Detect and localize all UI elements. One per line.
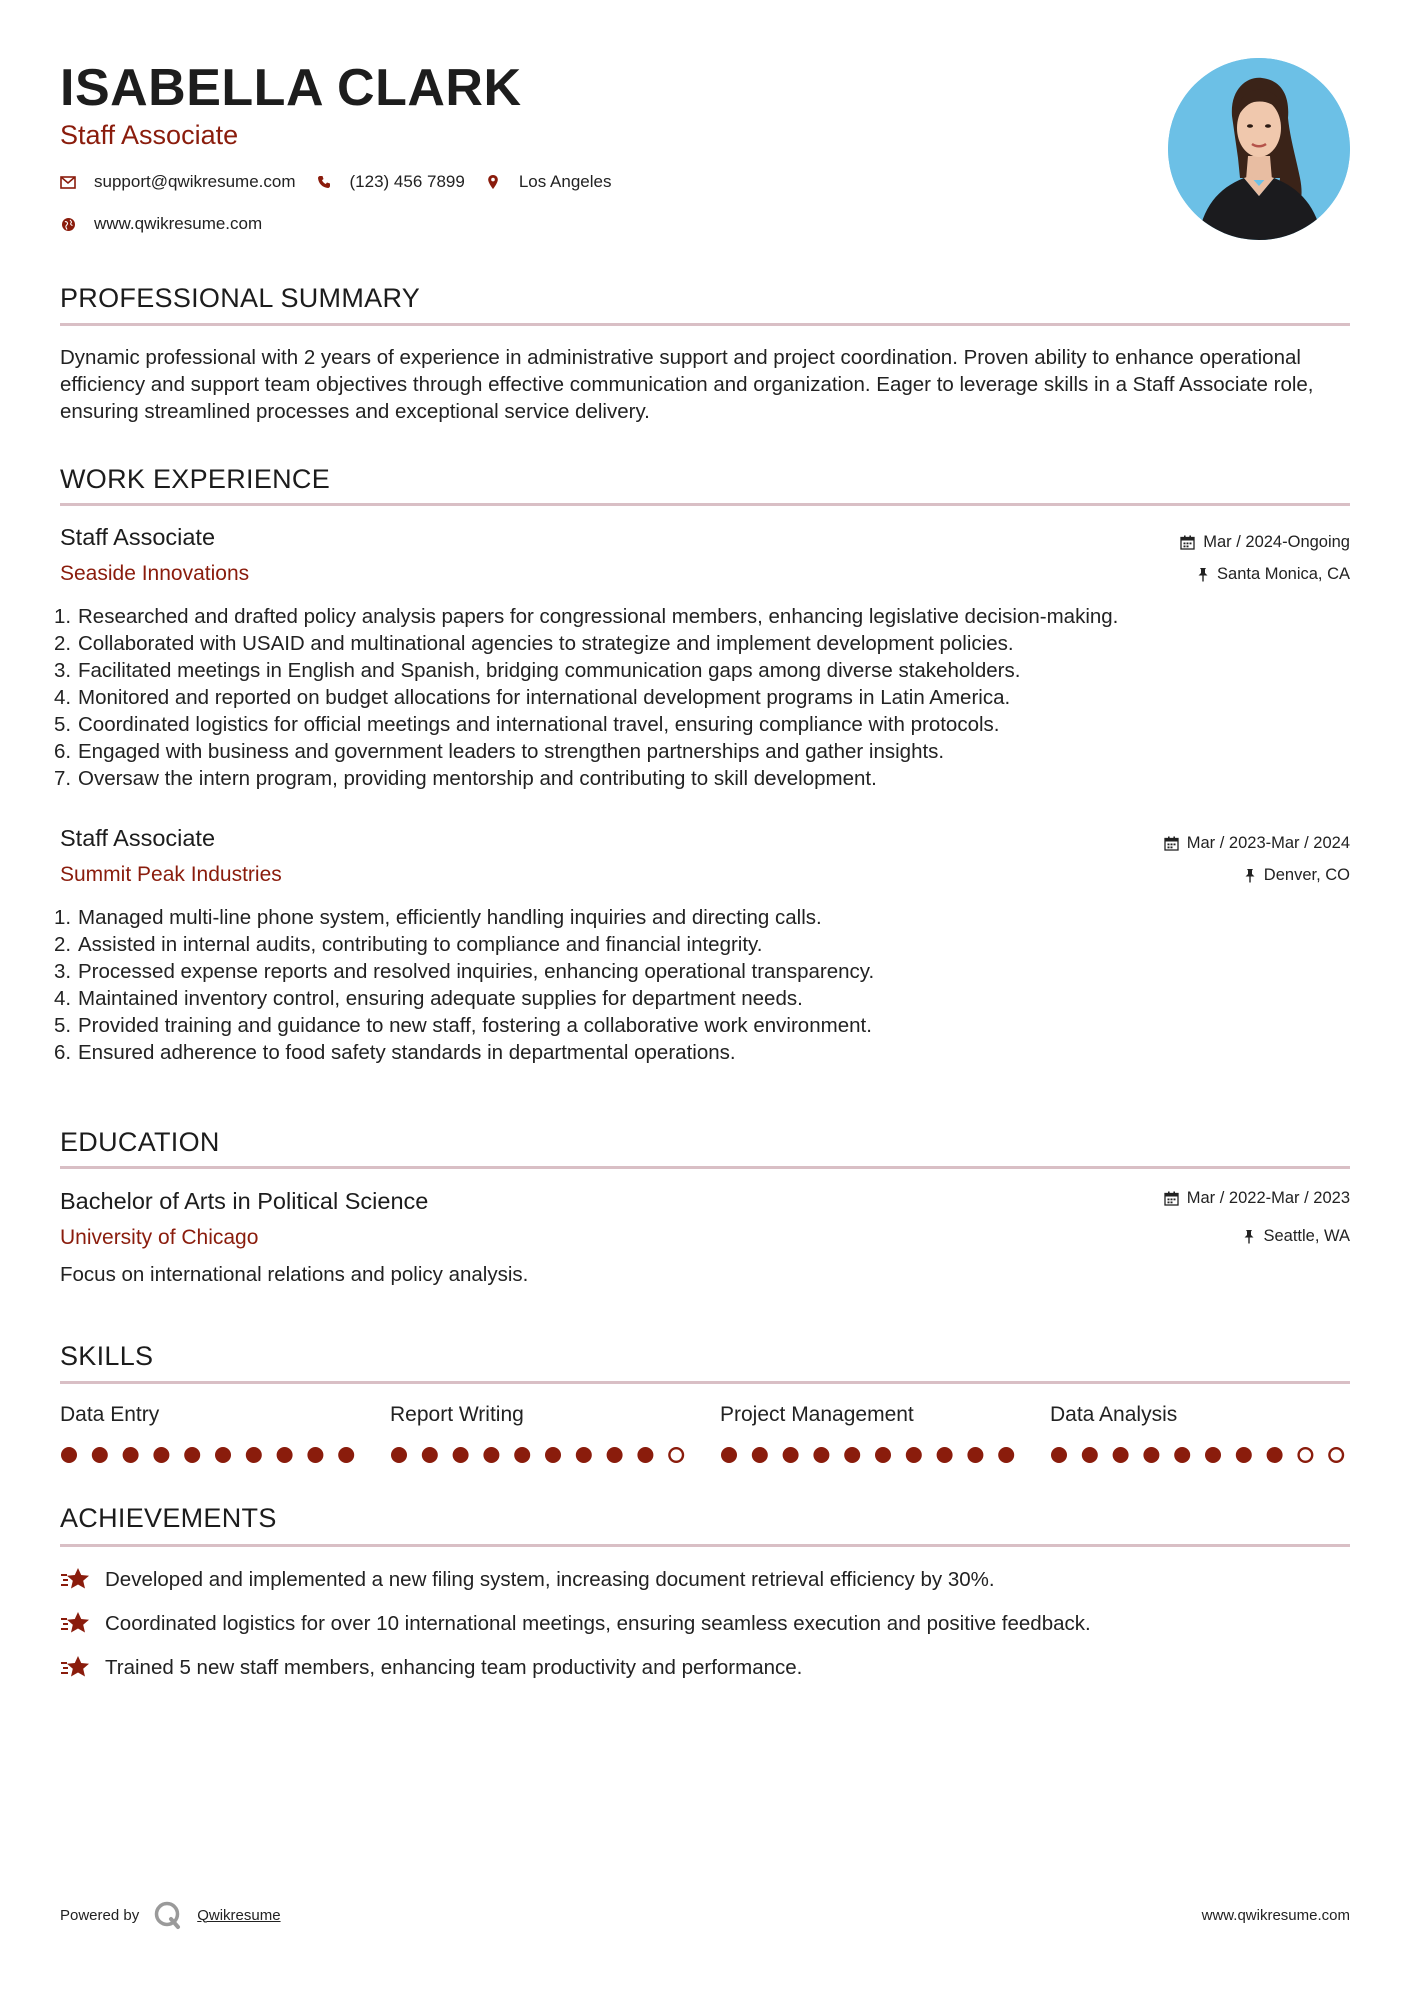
contact-row-2 [60,214,282,234]
rating-dot-filled [844,1447,860,1463]
skill-label: Data Entry [60,1403,160,1426]
skill-item [720,1403,1020,1427]
education-dates [1164,1189,1350,1208]
rating-dot-filled [1205,1447,1221,1463]
rating-dot-filled [422,1447,438,1463]
education-description: Focus on international relations and policy analysis. [60,1263,529,1286]
job-2-location-text: Denver, CO [1263,866,1350,884]
rating-dot-filled [937,1447,953,1463]
list-item: 6. Ensured adherence to food safety standards in departmental operations. [54,1041,736,1064]
education-school: University of Chicago [60,1226,259,1249]
skill-item [1050,1403,1350,1427]
footer-powered-by [60,1900,281,1930]
rating-dot-filled [215,1447,231,1463]
job-1-title: Staff Associate [60,524,216,550]
profile-photo [1168,58,1350,240]
skill-item [390,1403,690,1427]
rating-dot-filled [514,1447,530,1463]
rating-dot-empty [669,1448,683,1462]
rating-dot-filled [1082,1447,1098,1463]
phone-text: (123) 456 7899 [349,172,465,191]
star-icon [60,1609,92,1639]
job-2-title: Staff Associate [60,825,216,851]
summary-heading: PROFESSIONAL SUMMARY [60,283,421,313]
rating-dot-filled [875,1447,891,1463]
rating-dot-filled [483,1447,499,1463]
experience-divider [60,503,1350,506]
job-2-dates [1164,834,1350,853]
rating-dot-filled [721,1447,737,1463]
rating-dot-filled [277,1447,293,1463]
achievement-text: Coordinated logistics for over 10 international meetings, ensuring seamless execution and positive feedback. [105,1612,1091,1635]
skill-rating [390,1445,690,1465]
rating-dot-filled [1113,1447,1129,1463]
list-item: 1. Researched and drafted policy analysis papers for congressional members, enhancing legislative decision-making. [54,605,1119,628]
rating-dot-filled [246,1447,262,1463]
skill-rating [60,1445,360,1465]
rating-dot-filled [453,1447,469,1463]
rating-dot-filled [1236,1447,1252,1463]
website-text: www.qwikresume.com [94,214,263,233]
list-item: 1. Managed multi-line phone system, efficiently handling inquiries and directing calls. [54,906,822,929]
contact-phone[interactable] [316,172,465,192]
rating-dot-filled [1143,1447,1159,1463]
email-text: support@qwikresume.com [94,172,296,191]
rating-dot-filled [92,1447,108,1463]
skills-heading: SKILLS [60,1341,154,1371]
experience-heading: WORK EXPERIENCE [60,464,331,494]
list-item: 5. Coordinated logistics for official meetings and international travel, ensuring compliance with protocols. [54,713,1000,736]
job-1-bullets [54,603,1354,792]
skills-divider [60,1381,1350,1384]
list-item: 7. Oversaw the intern program, providing mentorship and contributing to skill development. [54,767,877,790]
summary-divider [60,323,1350,326]
rating-dot-filled [783,1447,799,1463]
rating-dot-filled [545,1447,561,1463]
star-icon [60,1565,92,1595]
rating-dot-filled [967,1447,983,1463]
education-heading: EDUCATION [60,1127,220,1157]
job-1-dates [1180,533,1350,552]
skill-label: Project Management [720,1403,914,1426]
rating-dot-filled [1051,1447,1067,1463]
job-1-location-text: Santa Monica, CA [1217,565,1350,583]
summary-text: Dynamic professional with 2 years of experience in administrative support and project coordination. Proven ability to enhance operational efficiency and support team objectives through effective communication and organization. Eager to leverage skills in a Staff Associate role, ensuring streamlined processes and exceptional service delivery. [60,346,1314,423]
achievement-text: Trained 5 new staff members, enhancing team productivity and performance. [105,1656,803,1679]
job-1-location [1197,565,1350,584]
rating-dot-filled [813,1447,829,1463]
contact-email[interactable] [60,172,296,192]
rating-dot-filled [637,1447,653,1463]
job-2-bullets [54,904,1354,1066]
list-item: 2. Assisted in internal audits, contributing to compliance and financial integrity. [54,933,763,956]
rating-dot-filled [607,1447,623,1463]
rating-dot-empty [1299,1448,1313,1462]
candidate-name: ISABELLA CLARK [60,59,522,117]
list-item: 3. Processed expense reports and resolved inquiries, enhancing operational transparency. [54,960,875,983]
list-item: 5. Provided training and guidance to new staff, fostering a collaborative work environment. [54,1014,872,1037]
skill-item [60,1403,360,1427]
calendar-icon [1164,1191,1179,1206]
education-location-text: Seattle, WA [1263,1227,1350,1245]
achievement-item [60,1565,995,1595]
rating-dot-filled [153,1447,169,1463]
job-1-company: Seaside Innovations [60,562,250,585]
rating-dot-filled [307,1447,323,1463]
education-dates-text: Mar / 2022-Mar / 2023 [1186,1189,1350,1207]
powered-by-label: Powered by [60,1906,140,1924]
pushpin-icon [1197,567,1209,582]
rating-dot-filled [123,1447,139,1463]
education-divider [60,1166,1350,1169]
achievement-item [60,1609,1091,1639]
rating-dot-filled [61,1447,77,1463]
job-2-dates-text: Mar / 2023-Mar / 2024 [1186,834,1350,852]
contact-website[interactable] [60,214,262,234]
job-1-dates-text: Mar / 2024-Ongoing [1203,533,1350,551]
calendar-icon [1180,535,1195,550]
achievement-text: Developed and implemented a new filing system, increasing document retrieval efficiency by 30%. [105,1568,995,1591]
education-location [1243,1227,1350,1246]
list-item: 2. Collaborated with USAID and multinational agencies to strategize and implement development policies. [54,632,1014,655]
rating-dot-filled [998,1447,1014,1463]
job-2-company: Summit Peak Industries [60,863,282,886]
achievements-divider [60,1544,1350,1547]
education-degree: Bachelor of Arts in Political Science [60,1188,429,1214]
list-item: 4. Monitored and reported on budget allocations for international development programs in Latin America. [54,686,1011,709]
rating-dot-filled [184,1447,200,1463]
rating-dot-filled [1174,1447,1190,1463]
qwikresume-logo-icon [153,1900,183,1930]
pushpin-icon [1244,868,1256,883]
rating-dot-filled [1267,1447,1283,1463]
contact-row-1 [60,172,631,192]
globe-icon [60,216,76,232]
rating-dot-filled [576,1447,592,1463]
envelope-icon [60,174,76,190]
skill-rating [720,1445,1020,1465]
list-item: 4. Maintained inventory control, ensuring adequate supplies for department needs. [54,987,803,1010]
skill-label: Data Analysis [1050,1403,1178,1426]
qwikresume-link[interactable]: Qwikresume [197,1906,281,1924]
job-2-location [1244,866,1350,885]
rating-dot-filled [906,1447,922,1463]
contact-location [485,172,612,192]
candidate-title: Staff Associate [60,120,239,150]
achievement-item [60,1653,802,1683]
list-item: 3. Facilitated meetings in English and Spanish, bridging communication gaps among diverse stakeholders. [54,659,1021,682]
rating-dot-filled [391,1447,407,1463]
star-icon [60,1653,92,1683]
phone-icon [316,174,332,190]
pushpin-icon [1243,1229,1255,1244]
rating-dot-filled [338,1447,354,1463]
rating-dot-filled [752,1447,768,1463]
rating-dot-empty [1329,1448,1343,1462]
footer-url[interactable]: www.qwikresume.com [1201,1907,1350,1924]
achievements-heading: ACHIEVEMENTS [60,1503,277,1533]
map-pin-icon [485,174,501,190]
skill-label: Report Writing [390,1403,524,1426]
calendar-icon [1164,836,1179,851]
list-item: 6. Engaged with business and government leaders to strengthen partnerships and gather insights. [54,740,945,763]
skill-rating [1050,1445,1350,1465]
location-text: Los Angeles [518,172,612,191]
